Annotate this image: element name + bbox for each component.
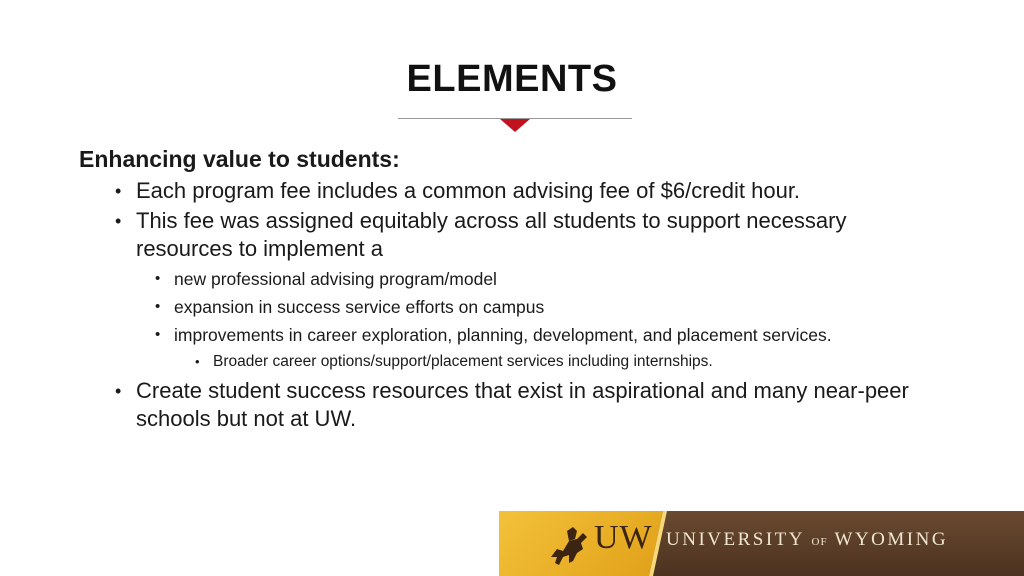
slide-content bbox=[79, 146, 939, 435]
bullet-icon: • bbox=[115, 381, 122, 401]
bullet-icon: • bbox=[155, 298, 161, 315]
bucking-horse-icon bbox=[543, 519, 591, 569]
bullet-text: This fee was assigned equitably across all students to support necessary resources to implement a bbox=[136, 208, 847, 261]
bullet-text: Create student success resources that exist in aspirational and many near-peer schools but not at UW. bbox=[136, 378, 909, 431]
bullet-item bbox=[79, 207, 939, 263]
slide-title: ELEMENTS bbox=[406, 58, 618, 100]
sub-bullet-item bbox=[79, 321, 939, 349]
bullet-icon: • bbox=[155, 270, 161, 287]
sub-bullet-item bbox=[79, 293, 939, 321]
bullet-text: Each program fee includes a common advising fee of $6/credit hour. bbox=[136, 178, 801, 203]
section-heading: Enhancing value to students: bbox=[79, 146, 400, 172]
title-arrow-icon bbox=[500, 119, 530, 132]
sub-sub-bullet-item bbox=[79, 349, 939, 375]
bullet-icon: • bbox=[195, 354, 200, 369]
sub-bullet-item bbox=[79, 265, 939, 293]
bullet-text: new professional advising program/model bbox=[174, 269, 497, 289]
uw-logo-text: UW bbox=[594, 519, 653, 556]
bullet-item bbox=[79, 177, 939, 205]
bullet-icon: • bbox=[115, 181, 122, 201]
bullet-item bbox=[79, 377, 939, 433]
university-wordmark: UNIVERSITY OF WYOMING bbox=[666, 529, 949, 550]
bullet-text: Broader career options/support/placement services including internships. bbox=[213, 353, 713, 370]
bullet-text: improvements in career exploration, planning, development, and placement services. bbox=[174, 325, 832, 345]
bullet-text: expansion in success service efforts on campus bbox=[174, 297, 545, 317]
bullet-icon: • bbox=[155, 326, 161, 343]
bullet-icon: • bbox=[115, 211, 122, 231]
footer-banner bbox=[499, 511, 1024, 576]
